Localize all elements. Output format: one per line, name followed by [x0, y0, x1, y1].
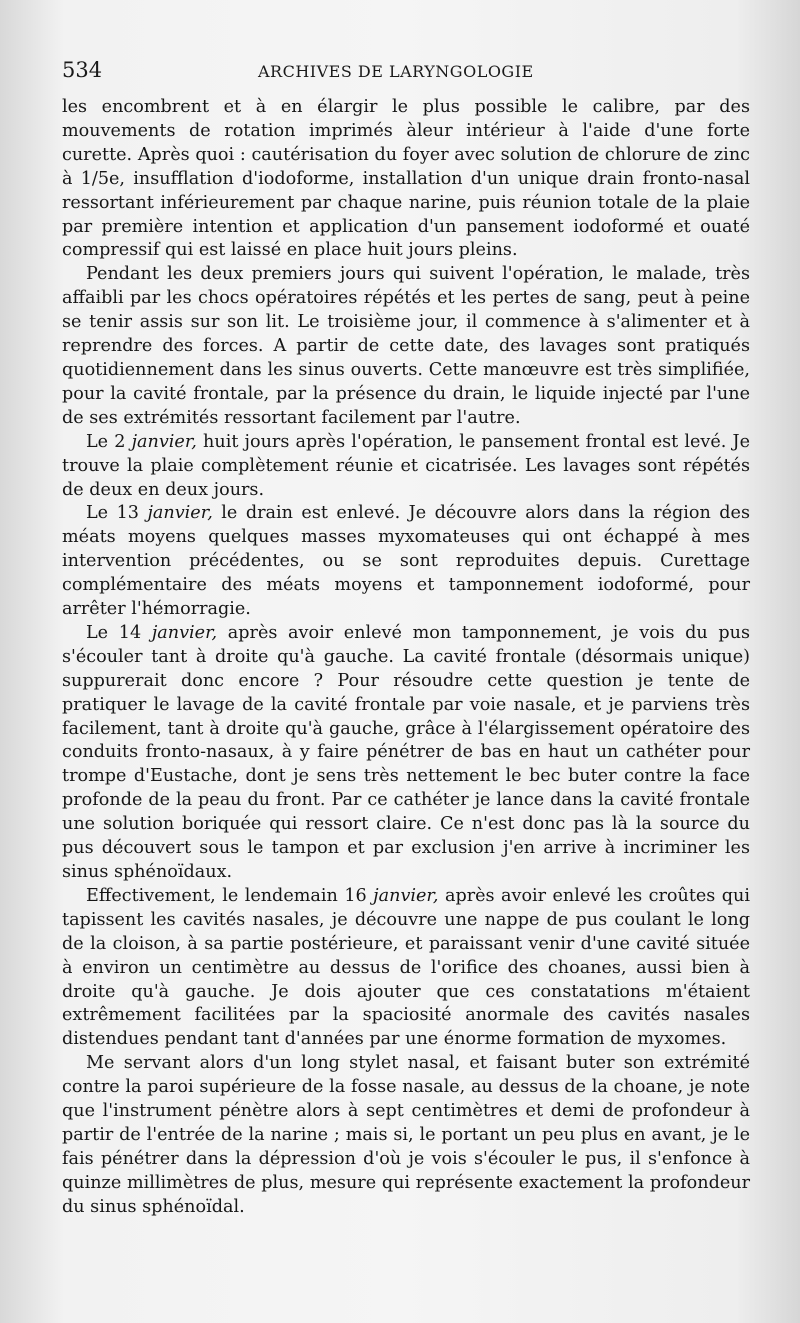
paragraph-1	[62, 96, 750, 263]
paragraph-6	[62, 885, 750, 1052]
paragraph-text: Le 2	[86, 431, 132, 452]
italic-date: janvier,	[151, 622, 218, 643]
paragraph-text: Le 14	[86, 622, 152, 643]
running-title: ARCHIVES DE LARYNGOLOGIE	[258, 62, 534, 81]
paragraph-text: Pendant les deux premiers jours qui suivent l'opération, le malade, très affaibli par les chocs opératoires répétés et les pertes de sang, peut à peine se tenir assis sur son lit. Le troisième jour, il commence à s'alimenter et à reprendre des forces. A partir de cette date, des lavages sont pratiqués quotidiennement dans les sinus ouverts. Cette manœuvre est très simplifiée, pour la cavité frontale, par la présence du drain, le liquide injecté par l'une de ses extrémités ressortant facilement par l'autre.	[62, 264, 750, 428]
paragraph-text: le drain est enlevé. Je découvre alors dans la région des méats moyens quelques masses myxomateuses qui ont échappé à mes intervention précédentes, ou se sont reproduites depuis. Curettage complémentaire des méats moyens et tamponnement iodoformé, pour arrêter l'hémorragie.	[62, 503, 750, 620]
paragraph-text: après avoir enlevé mon tamponnement, je vois du pus s'écouler tant à droite qu'à gauche. La cavité frontale (désormais unique) suppurerait donc encore ? Pour résoudre cette question je tente de pratiquer le lavage de la cavité frontale par voie nasale, et je parviens très facilement, tant à droite qu'à gauche, grâce à l'élargissement opératoire des conduits fronto-nasaux, à y faire pénétrer de bas en haut un cathéter pour trompe d'Eustache, dont je sens très nettement le bec buter contre la face profonde de la peau du front. Par ce cathéter je lance dans la cavité frontale une solution boriquée qui ressort claire. Ce n'est donc pas là la source du pus découvert sous le tampon et par exclusion j'en arrive à incriminer les sinus sphénoïdaux.	[62, 622, 751, 882]
paragraph-text: les encombrent et à en élargir le plus possible le calibre, par des mouvements de rotation imprimés àleur intérieur à l'aide d'une forte curette. Après quoi : cautérisation du foyer avec solution de chlorure de zinc à 1/5e, insufflation d'iodoforme, installation d'un unique drain fronto-nasal ressortant inférieurement par chaque narine, puis réunion totale de la plaie par première intention et application d'un pansement iodoformé et ouaté compressif qui est laissé en place huit jours pleins.	[62, 97, 750, 261]
paragraph-2	[62, 263, 750, 430]
paragraph-text: huit jours après l'opération, le pansement frontal est levé. Je trouve la plaie complètement réunie et cicatrisée. Les lavages sont répétés de deux en deux jours.	[62, 431, 750, 500]
paragraph-3	[62, 431, 750, 503]
paragraph-text: Me servant alors d'un long stylet nasal, et faisant buter son extrémité contre la paroi supérieure de la fosse nasale, au dessus de la choane, je note que l'instrument pénètre alors à sept centimètres et demi de profondeur à partir de l'entrée de la narine ; mais si, le portant un peu plus en avant, je le fais pénétrer dans la dépression d'où je vois s'écouler le pus, il s'enfonce à quinze millimètres de plus, mesure qui représente exactement la profondeur du sinus sphénoïdal.	[62, 1053, 750, 1217]
paragraph-7	[62, 1052, 750, 1219]
italic-date: janvier,	[131, 431, 197, 452]
italic-date: janvier,	[147, 503, 213, 524]
paragraph-4	[62, 502, 750, 622]
paragraph-text: après avoir enlevé les croûtes qui tapissent les cavités nasales, je découvre une nappe de pus coulant le long de la cloison, à sa partie postérieure, et paraissant venir d'une cavité située à environ un centimètre au dessus de l'orifice des choanes, aussi bien à droite qu'à gauche. Je dois ajouter que ces constatations m'étaient extrêmement facilitées par la spaciosité anormale des cavités nasales distendues pendant tant d'années par une énorme formation de myxomes.	[62, 885, 751, 1050]
page-number: 534	[62, 58, 103, 82]
body-text	[62, 96, 750, 1220]
paragraph-text: Le 13	[86, 503, 148, 524]
page-header	[62, 58, 752, 86]
paragraph-5	[62, 622, 750, 885]
paragraph-text: Effectivement, le lendemain 16	[86, 885, 374, 906]
italic-date: janvier,	[373, 885, 439, 906]
